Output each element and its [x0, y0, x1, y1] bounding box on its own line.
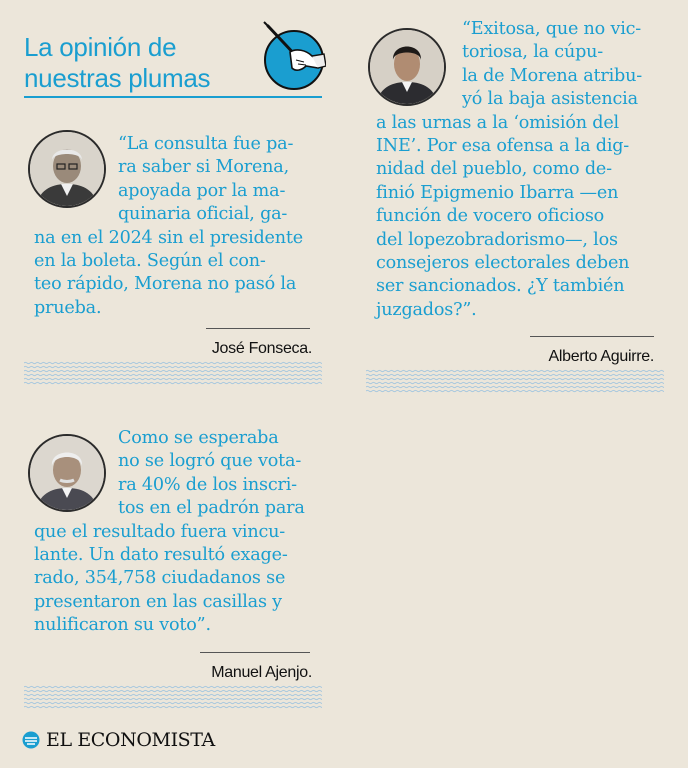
- wave-pattern: [24, 684, 322, 710]
- page-title: [24, 32, 210, 94]
- signature-divider: [206, 328, 310, 329]
- hand-holding-pen-icon: [244, 18, 326, 90]
- quote-jose-fonseca: “La consulta fue pa- ra saber si Morena, apoyada por la ma- quinaria oficial, ga- na en el 2024 sin el presidente en la boleta. Según el con- teo rápido, Morena no pasó la prueba.: [34, 134, 303, 318]
- brand-name: EL ECONOMISTA: [46, 729, 215, 751]
- author-name: Alberto Aguirre.: [548, 348, 654, 365]
- author-name: José Fonseca.: [211, 340, 312, 357]
- author-name: Manuel Ajenjo.: [211, 664, 312, 681]
- el-economista-logo-icon: [22, 731, 40, 749]
- signature-divider: [530, 336, 654, 337]
- page-title-line-1: La opinión de: [24, 32, 177, 62]
- quote-manuel-ajenjo: Como se esperaba no se logró que vota- ra 40% de los inscri- tos en el padrón para que el resultado fuera vincu- lante. Un dato resultó exage- rado, 354,758 ciudadanos se presentaron en las casillas y nulificaron su voto”.: [34, 428, 305, 636]
- wave-pattern: [24, 360, 322, 386]
- wave-pattern: [366, 368, 664, 394]
- header-divider: [24, 96, 322, 98]
- signature-divider: [200, 652, 310, 653]
- footer-logo: [22, 729, 215, 751]
- page-title-line-2: nuestras plumas: [24, 63, 211, 93]
- quote-alberto-aguirre: “Exitosa, que no vic- toriosa, la cúpu- la de Morena atribu- yó la baja asistencia a las urnas a la ‘omisión del INE’. Por esa ofensa a la dig- nidad del pueblo, como de- finió Epigmenio Ibarra —en función de vocero oficioso del lopezobradorismo—, los consejeros electorales deben ser sancionados. ¿Y también juzgados?”.: [376, 19, 642, 320]
